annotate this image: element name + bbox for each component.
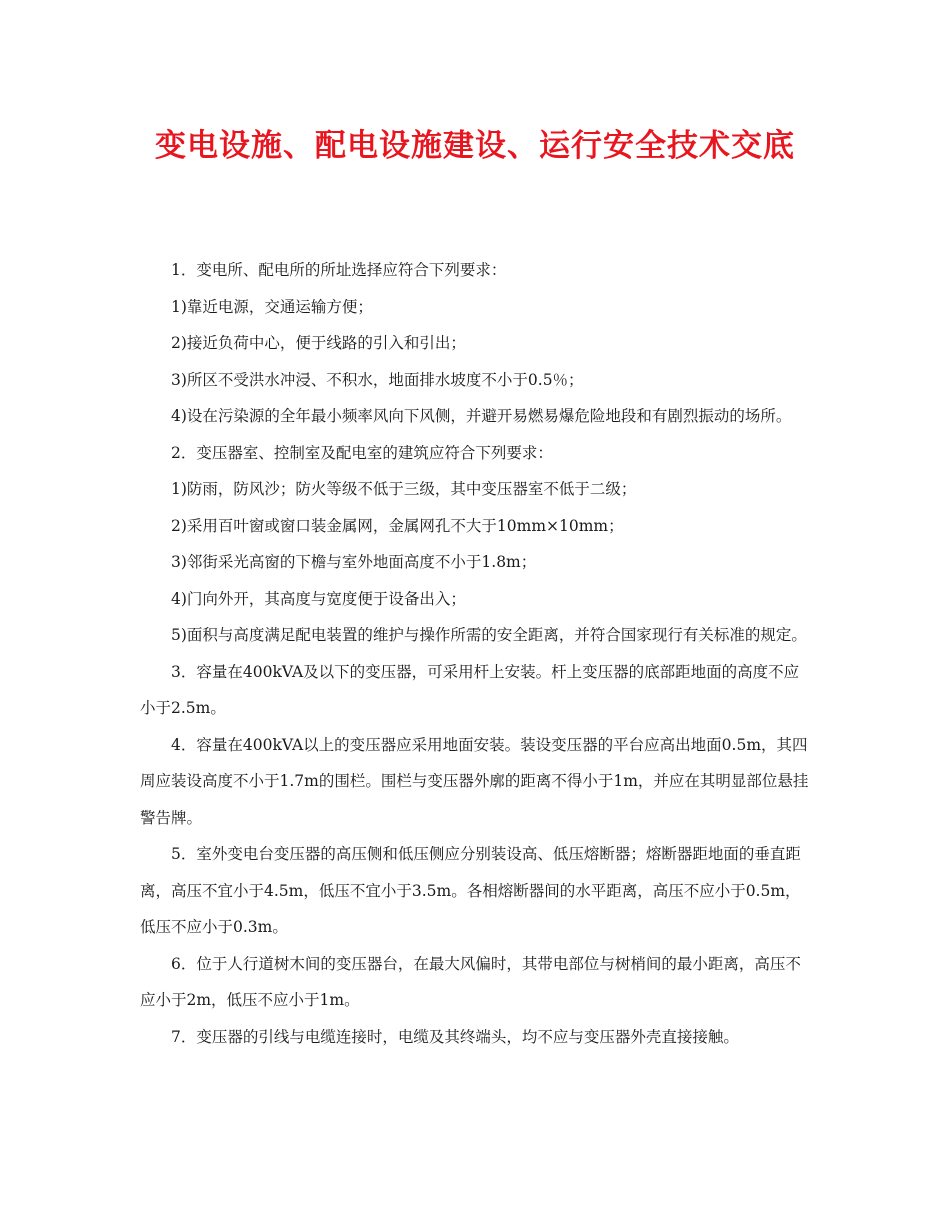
paragraph-4: 4．容量在400kVA以上的变压器应采用地面安装。装设变压器的平台应高出地面0.5m，其四周应装设高度不小于1.7m的围栏。围栏与变压器外廓的距离不得小于1m，并应在其明显部位悬挂警告牌。 <box>140 735 809 827</box>
paragraph-2-item-2: 2)采用百叶窗或窗口装金属网，金属网孔不大于10mm×10mm； <box>171 516 624 535</box>
paragraph-2-item-5: 5)面积与高度满足配电装置的维护与操作所需的安全距离，并符合国家现行有关标准的规定。 <box>171 626 807 644</box>
paragraph-2-item-3: 3)邻街采光高窗的下檐与室外地面高度不小于1.8m； <box>171 553 537 571</box>
paragraph-1-item-1: 1)靠近电源，交通运输方便； <box>171 297 373 316</box>
document-body <box>140 252 812 1055</box>
paragraph-2-item-4: 4)门向外开，其高度与宽度便于设备出入； <box>171 589 466 608</box>
paragraph-1: 1．变电所、配电所的所址选择应符合下列要求： <box>171 261 507 279</box>
paragraph-6: 6．位于人行道树木间的变压器台，在最大风偏时，其带电部位与树梢间的最小距离，高压不应小于2m，低压不应小于1m。 <box>140 954 801 1009</box>
paragraph-1-item-3: 3)所区不受洪水冲浸、不积水，地面排水坡度不小于0.5％； <box>171 370 584 389</box>
paragraph-3: 3．容量在400kVA及以下的变压器，可采用杆上安装。杆上变压器的底部距地面的高度不应小于2.5m。 <box>140 662 800 717</box>
paragraph-2-item-1: 1)防雨，防风沙；防火等级不低于三级，其中变压器室不低于二级； <box>171 480 637 498</box>
paragraph-2: 2．变压器室、控制室及配电室的建筑应符合下列要求： <box>171 443 553 462</box>
document-title: 变电设施、配电设施建设、运行安全技术交底 <box>155 128 795 164</box>
paragraph-1-item-4: 4)设在污染源的全年最小频率风向下风侧，并避开易燃易爆危险地段和有剧烈振动的场所。 <box>171 407 792 425</box>
paragraph-7: 7．变压器的引线与电缆连接时，电缆及其终端头，均不应与变压器外壳直接接触。 <box>171 1027 739 1046</box>
paragraph-5: 5．室外变电台变压器的高压侧和低压侧应分别装设高、低压熔断器；熔断器距地面的垂直距离，高压不宜小于4.5m，低压不宜小于3.5m。各相熔断器间的水平距离，高压不应小于0.5m，低压不应小于0.3m。 <box>140 845 801 936</box>
paragraph-1-item-2: 2)接近负荷中心，便于线路的引入和引出； <box>171 334 466 352</box>
